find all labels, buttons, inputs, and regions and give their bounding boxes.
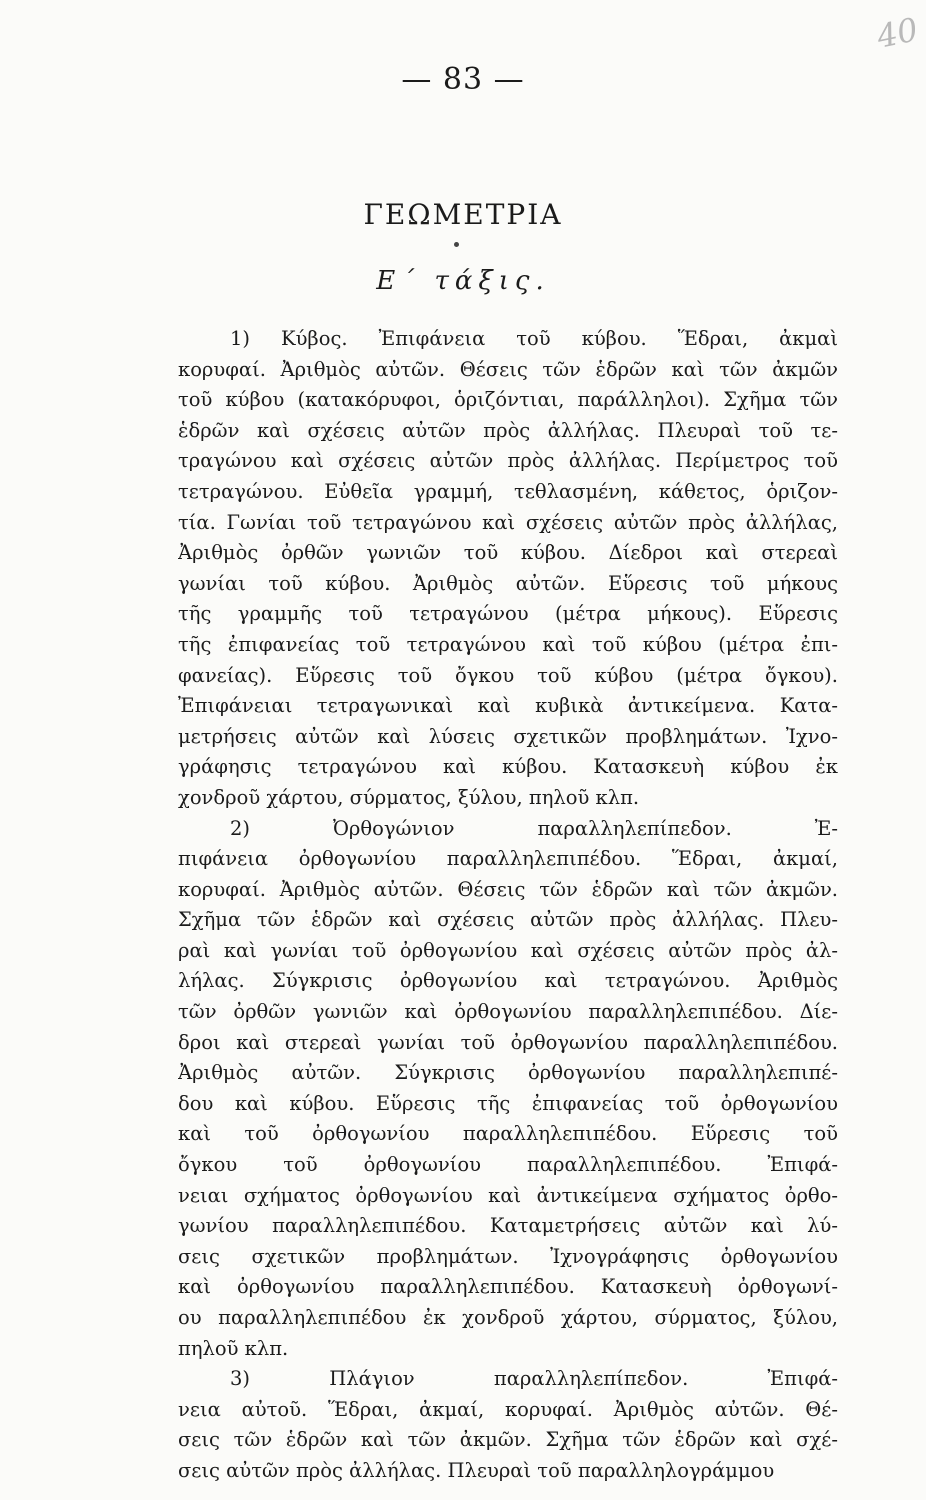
- text-line: δροι καὶ στερεαὶ γωνίαι τοῦ ὀρθογωνίου παραλληλεπιπέδου.: [178, 1030, 838, 1054]
- text-line: κορυφαί. Ἀριθμὸς αὐτῶν. Θέσεις τῶν ἑδρῶν καὶ τῶν ἀκμῶν.: [178, 877, 838, 901]
- text-line: πηλοῦ κλπ.: [178, 1336, 289, 1360]
- text-line: φανείας). Εὕρεσις τοῦ ὄγκου τοῦ κύβου (μέτρα ὄγκου).: [178, 663, 838, 687]
- text-line: δου καὶ κύβου. Εὕρεσις τῆς ἐπιφανείας τοῦ ὀρθογωνίου: [178, 1091, 838, 1115]
- text-line: τετραγώνου. Εὐθεῖα γραμμή, τεθλασμένη, κάθετος, ὁριζον-: [178, 479, 838, 503]
- text-line: σεις σχετικῶν προβλημάτων. Ἰχνογράφησις ὀρθογωνίου: [178, 1244, 838, 1268]
- text-line: λήλας. Σύγκρισις ὀρθογωνίου καὶ τετραγώνου. Ἀριθμὸς: [178, 969, 838, 993]
- text-line: μετρήσεις αὐτῶν καὶ λύσεις σχετικῶν προβλημάτων. Ἰχνο-: [178, 724, 838, 748]
- text-line: σεις αὐτῶν πρὸς ἀλλήλας. Πλευραὶ τοῦ παραλληλογράμμου: [178, 1458, 775, 1482]
- text-line: ου παραλληλεπιπέδου ἐκ χονδροῦ χάρτου, σύρματος, ξύλου,: [178, 1306, 838, 1329]
- text-line: ραὶ καὶ γωνίαι τοῦ ὀρθογωνίου καὶ σχέσεις αὐτῶν πρὸς ἀλ-: [178, 938, 838, 962]
- text-line: 3) Πλάγιον παραλληλεπίπεδον. Ἐπιφά-: [230, 1367, 838, 1391]
- text-line: Ἀριθμὸς ὀρθῶν γωνιῶν τοῦ κύβου. Δίεδροι καὶ στερεαὶ: [178, 541, 838, 565]
- text-line: τοῦ κύβου (κατακόρυφοι, ὁριζόντιαι, παράλληλοι). Σχῆμα τῶν: [178, 388, 838, 412]
- text-line: ἑδρῶν καὶ σχέσεις αὐτῶν πρὸς ἀλλήλας. Πλευραὶ τοῦ τε-: [178, 418, 838, 442]
- text-line: 2) Ὀρθογώνιον παραλληλεπίπεδον. Ἐ-: [230, 816, 838, 840]
- ornament-dot: [454, 242, 459, 247]
- text-line: τραγώνου καὶ σχέσεις αὐτῶν πρὸς ἀλλήλας. Περίμετρος τοῦ: [178, 449, 838, 473]
- text-line: χονδροῦ χάρτου, σύρματος, ξύλου, πηλοῦ κλπ.: [178, 785, 640, 809]
- text-line: γωνίαι τοῦ κύβου. Ἀριθμὸς αὐτῶν. Εὕρεσις τοῦ μήκους: [178, 571, 838, 595]
- text-line: τῆς ἐπιφανείας τοῦ τετραγώνου καὶ τοῦ κύβου (μέτρα ἐπι-: [178, 632, 838, 656]
- text-line: νειαι σχήματος ὀρθογωνίου καὶ ἀντικείμενα σχήματος ὀρθο-: [178, 1183, 838, 1207]
- text-line: ὄγκου τοῦ ὀρθογωνίου παραλληλεπιπέδου. Ἐπιφά-: [178, 1153, 838, 1177]
- text-line: γωνίου παραλληλεπιπέδου. Καταμετρήσεις αὐτῶν καὶ λύ-: [178, 1214, 838, 1238]
- handwritten-page-mark: 40: [873, 10, 922, 56]
- text-line: τία. Γωνίαι τοῦ τετραγώνου καὶ σχέσεις αὐτῶν πρὸς ἀλλήλας,: [178, 510, 838, 534]
- section-heading: ΓΕΩΜΕΤΡΙΑ: [363, 198, 563, 231]
- text-line: Ἐπιφάνειαι τετραγωνικαὶ καὶ κυβικὰ ἀντικείμενα. Κατα-: [178, 694, 838, 718]
- text-line: κορυφαί. Ἀριθμὸς αὐτῶν. Θέσεις τῶν ἑδρῶν καὶ τῶν ἀκμῶν: [178, 357, 838, 381]
- text-line: σεις τῶν ἑδρῶν καὶ τῶν ἀκμῶν. Σχῆμα τῶν ἑδρῶν καὶ σχέ-: [178, 1428, 838, 1452]
- text-line: Ἀριθμὸς αὐτῶν. Σύγκρισις ὀρθογωνίου παραλληλεπιπέ-: [178, 1061, 838, 1085]
- text-line: Σχῆμα τῶν ἑδρῶν καὶ σχέσεις αὐτῶν πρὸς ἀλλήλας. Πλευ-: [178, 908, 838, 932]
- text-line: νεια αὐτοῦ. Ἕδραι, ἀκμαί, κορυφαί. Ἀριθμὸς αὐτῶν. Θέ-: [178, 1397, 838, 1421]
- body-text: [178, 324, 838, 1487]
- text-line: 1) Κύβος. Ἐπιφάνεια τοῦ κύβου. Ἕδραι, ἀκμαὶ: [230, 327, 838, 350]
- class-subheading: Ε΄ τάξις.: [376, 266, 550, 296]
- text-line: καὶ τοῦ ὀρθογωνίου παραλληλεπιπέδου. Εὕρεσις τοῦ: [178, 1122, 838, 1146]
- text-line: τῶν ὀρθῶν γωνιῶν καὶ ὀρθογωνίου παραλληλεπιπέδου. Δίε-: [178, 1000, 838, 1024]
- text-line: τῆς γραμμῆς τοῦ τετραγώνου (μέτρα μήκους). Εὕρεσις: [178, 602, 838, 626]
- text-line: πιφάνεια ὀρθογωνίου παραλληλεπιπέδου. Ἕδραι, ἀκμαί,: [178, 847, 838, 871]
- text-line: γράφησις τετραγώνου καὶ κύβου. Κατασκευὴ κύβου ἐκ: [178, 755, 838, 779]
- page-number: — 83 —: [401, 62, 525, 97]
- text-line: καὶ ὀρθογωνίου παραλληλεπιπέδου. Κατασκευὴ ὀρθογωνί-: [178, 1275, 838, 1299]
